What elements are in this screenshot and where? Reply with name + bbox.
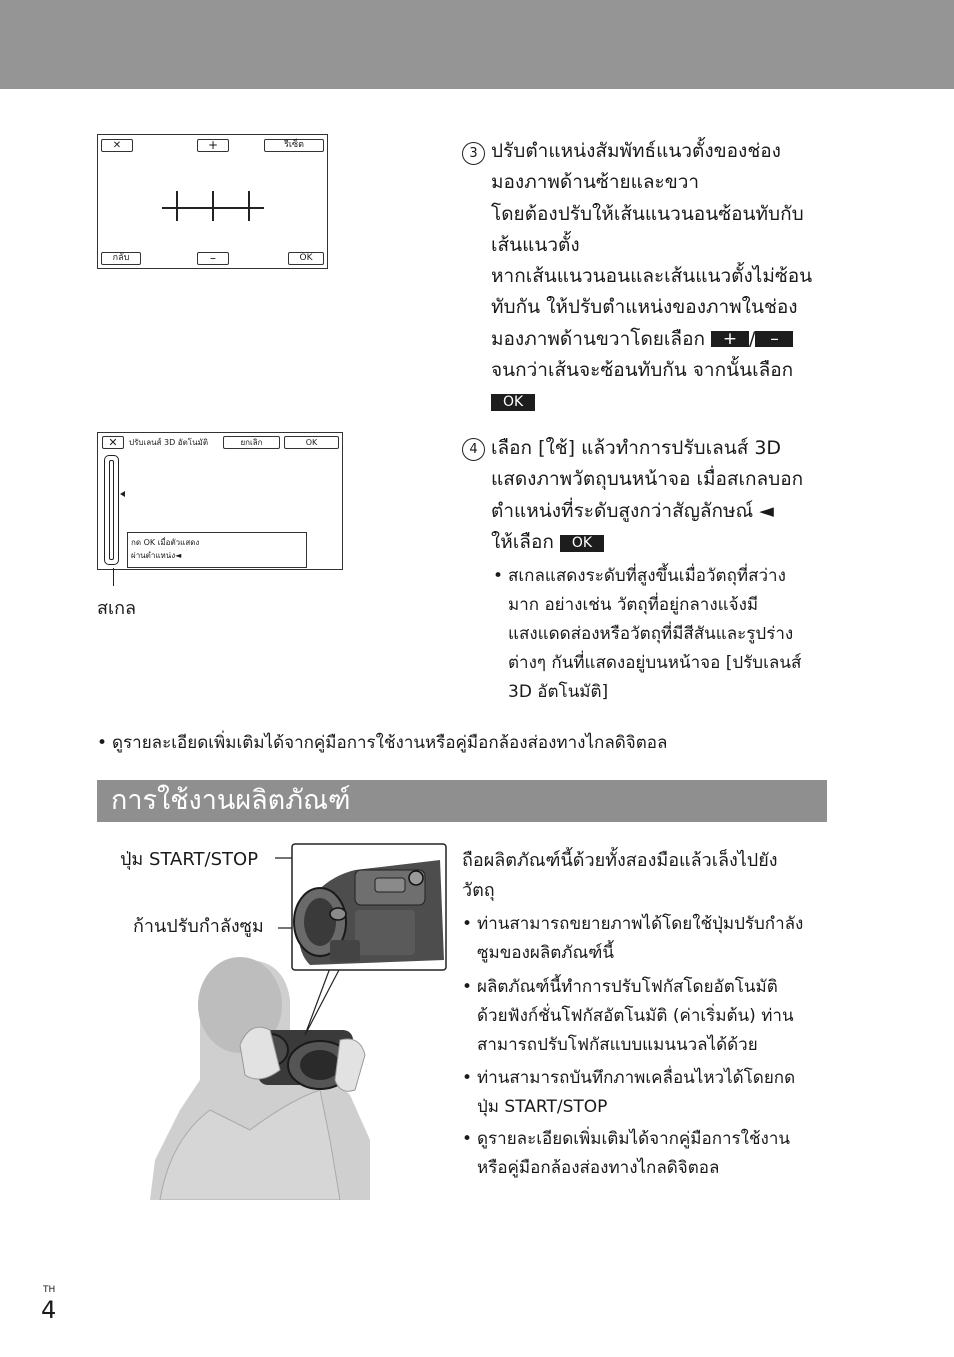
step-3-line: จนกว่าเส้นจะซ้อนทับกัน จากนั้นเลือก	[491, 359, 794, 382]
binocular-camera-illustration	[140, 840, 450, 1200]
bullet-line: มาก อย่างเช่น วัตถุที่อยู่กลางแจ้งมี	[508, 595, 759, 615]
bullet-line: ปุ่ม START/STOP	[477, 1097, 608, 1117]
bullet-line: ซูมของผลิตภัณฑ์นี้	[477, 943, 615, 963]
bullet-text	[477, 1125, 790, 1183]
bullet-line: 3D อัตโนมัติ]	[508, 682, 609, 702]
minus-button[interactable]: –	[197, 252, 229, 265]
close-button[interactable]: ✕	[101, 139, 133, 152]
bullet-text	[477, 910, 803, 968]
cancel-button[interactable]: ยกเลิก	[223, 436, 280, 449]
scale-label: สเกล	[97, 598, 137, 619]
step-4-line-text: ให้เลือก	[491, 530, 554, 553]
step-3-line: หากเส้นแนวนอนและเส้นแนวตั้งไม่ซ้อน	[491, 265, 813, 288]
section-title: การใช้งานผลิตภัณฑ์	[111, 785, 351, 816]
step-3-line: มองภาพด้านซ้ายและขวา	[491, 171, 700, 194]
message-line: กด OK เมื่อตัวแสดง	[131, 538, 200, 547]
step-4-number: 4	[462, 438, 485, 461]
bullet-text	[477, 1064, 795, 1122]
ok-button[interactable]: OK	[288, 252, 324, 265]
step-3-line: ทับกัน ให้ปรับตำแหน่งของภาพในช่อง	[491, 296, 798, 319]
minus-key-icon: –	[755, 331, 793, 347]
scale-pointer-line	[113, 568, 114, 586]
bullet-dot: •	[462, 977, 473, 997]
back-button[interactable]: กลับ	[101, 252, 141, 265]
screen-title: ปรับเลนส์ 3D อัตโนมัติ	[129, 438, 209, 447]
step-3-number: 3	[462, 142, 485, 165]
reset-button[interactable]: รีเซ็ต	[264, 139, 324, 152]
vertical-line-right	[248, 191, 250, 221]
zoom-lever-label: ก้านปรับกำลังซูม	[133, 916, 264, 937]
vertical-line-left	[176, 191, 178, 221]
ok-key-icon: OK	[560, 535, 604, 552]
step-4-line	[491, 527, 836, 558]
start-stop-label: ปุ่ม START/STOP	[120, 849, 259, 870]
plus-key-icon: +	[711, 331, 749, 347]
bullet-text	[508, 562, 801, 707]
footer-language: TH	[43, 1285, 56, 1295]
bullet-line: ดูรายละเอียดเพิ่มเติมได้จากคู่มือการใช้งาน	[477, 1129, 790, 1149]
bullet-line: ต่างๆ กันที่แสดงอยู่บนหน้าจอ [ปรับเลนส์	[508, 653, 802, 673]
level-marker-icon	[120, 491, 125, 497]
page-number: 4	[41, 1296, 57, 1324]
bullet-dot: •	[462, 1068, 473, 1088]
bullet-dot: •	[97, 733, 108, 753]
step-3-line: ปรับตำแหน่งสัมพัทธ์แนวตั้งของช่อง	[491, 140, 781, 162]
section-header	[97, 780, 827, 822]
close-button[interactable]: ✕	[102, 436, 124, 449]
header-bar	[0, 0, 954, 89]
bullet-line: ด้วยฟังก์ชั่นโฟกัสอัตโนมัติ (ค่าเริ่มต้น) ท่าน	[477, 1006, 794, 1026]
step-3-line	[491, 324, 836, 355]
bullet-dot: •	[493, 566, 504, 586]
step-3-line-text: มองภาพด้านขวาโดยเลือก	[491, 327, 705, 350]
step-3-line: เส้นแนวตั้ง	[491, 233, 580, 256]
bullet-line: สามารถปรับโฟกัสแบบแมนนวลได้ด้วย	[477, 1035, 758, 1055]
step-4-text	[491, 433, 836, 558]
vertical-line-center	[212, 191, 214, 221]
step-3-line: โดยต้องปรับให้เส้นแนวนอนซ้อนทับกับ	[491, 202, 804, 225]
bullet-line: สเกลแสดงระดับที่สูงขึ้นเมื่อวัตถุที่สว่าง	[508, 566, 786, 586]
bullet-line: ท่านสามารถบันทึกภาพเคลื่อนไหวได้โดยกด	[477, 1068, 796, 1088]
step-4-line: เลือก [ใช้] แล้วทำการปรับเลนส์ 3D	[491, 437, 782, 459]
bullet-text	[477, 973, 794, 1060]
plus-button[interactable]: +	[197, 139, 229, 152]
bullet-line: ผลิตภัณฑ์นี้ทำการปรับโฟกัสโดยอัตโนมัติ	[477, 977, 778, 997]
bullet-dot: •	[462, 914, 473, 934]
auto-3d-lens-screen-illustration	[97, 432, 343, 570]
message-box	[127, 532, 307, 568]
bullet-line: หรือคู่มือกล้องส่องทางไกลดิจิตอล	[477, 1158, 720, 1178]
ok-button[interactable]: OK	[284, 436, 339, 449]
bullet-dot: •	[462, 1129, 473, 1149]
bullet-line: ท่านสามารถขยายภาพได้โดยใช้ปุ่มปรับกำลัง	[477, 914, 804, 934]
adjust-screen-illustration	[97, 134, 328, 269]
bullet-line: แสงแดดส่องหรือวัตถุที่มีสีสันและรูปร่าง	[508, 624, 794, 644]
step-3-text	[491, 136, 836, 418]
usage-intro	[462, 846, 832, 906]
message-line: ผ่านตำแหน่ง◄	[131, 551, 182, 560]
note-text: ดูรายละเอียดเพิ่มเติมได้จากคู่มือการใช้งานหรือคู่มือกล้องส่องทางไกลดิจิตอล	[112, 733, 668, 753]
step-4-line: แสดงภาพวัตถุบนหน้าจอ เมื่อสเกลบอก	[491, 468, 804, 491]
step-4-line: ตำแหน่งที่ระดับสูงกว่าสัญลักษณ์ ◄	[491, 499, 774, 522]
ok-key-icon: OK	[491, 394, 535, 411]
scale-track	[109, 460, 114, 560]
usage-intro-line: ถือผลิตภัณฑ์นี้ด้วยทั้งสองมือแล้วเล็งไปยัง	[462, 850, 778, 871]
scale-bar	[104, 455, 119, 565]
step-3-line	[491, 386, 836, 417]
usage-intro-line: วัตถุ	[462, 880, 495, 901]
slash: /	[749, 327, 756, 350]
